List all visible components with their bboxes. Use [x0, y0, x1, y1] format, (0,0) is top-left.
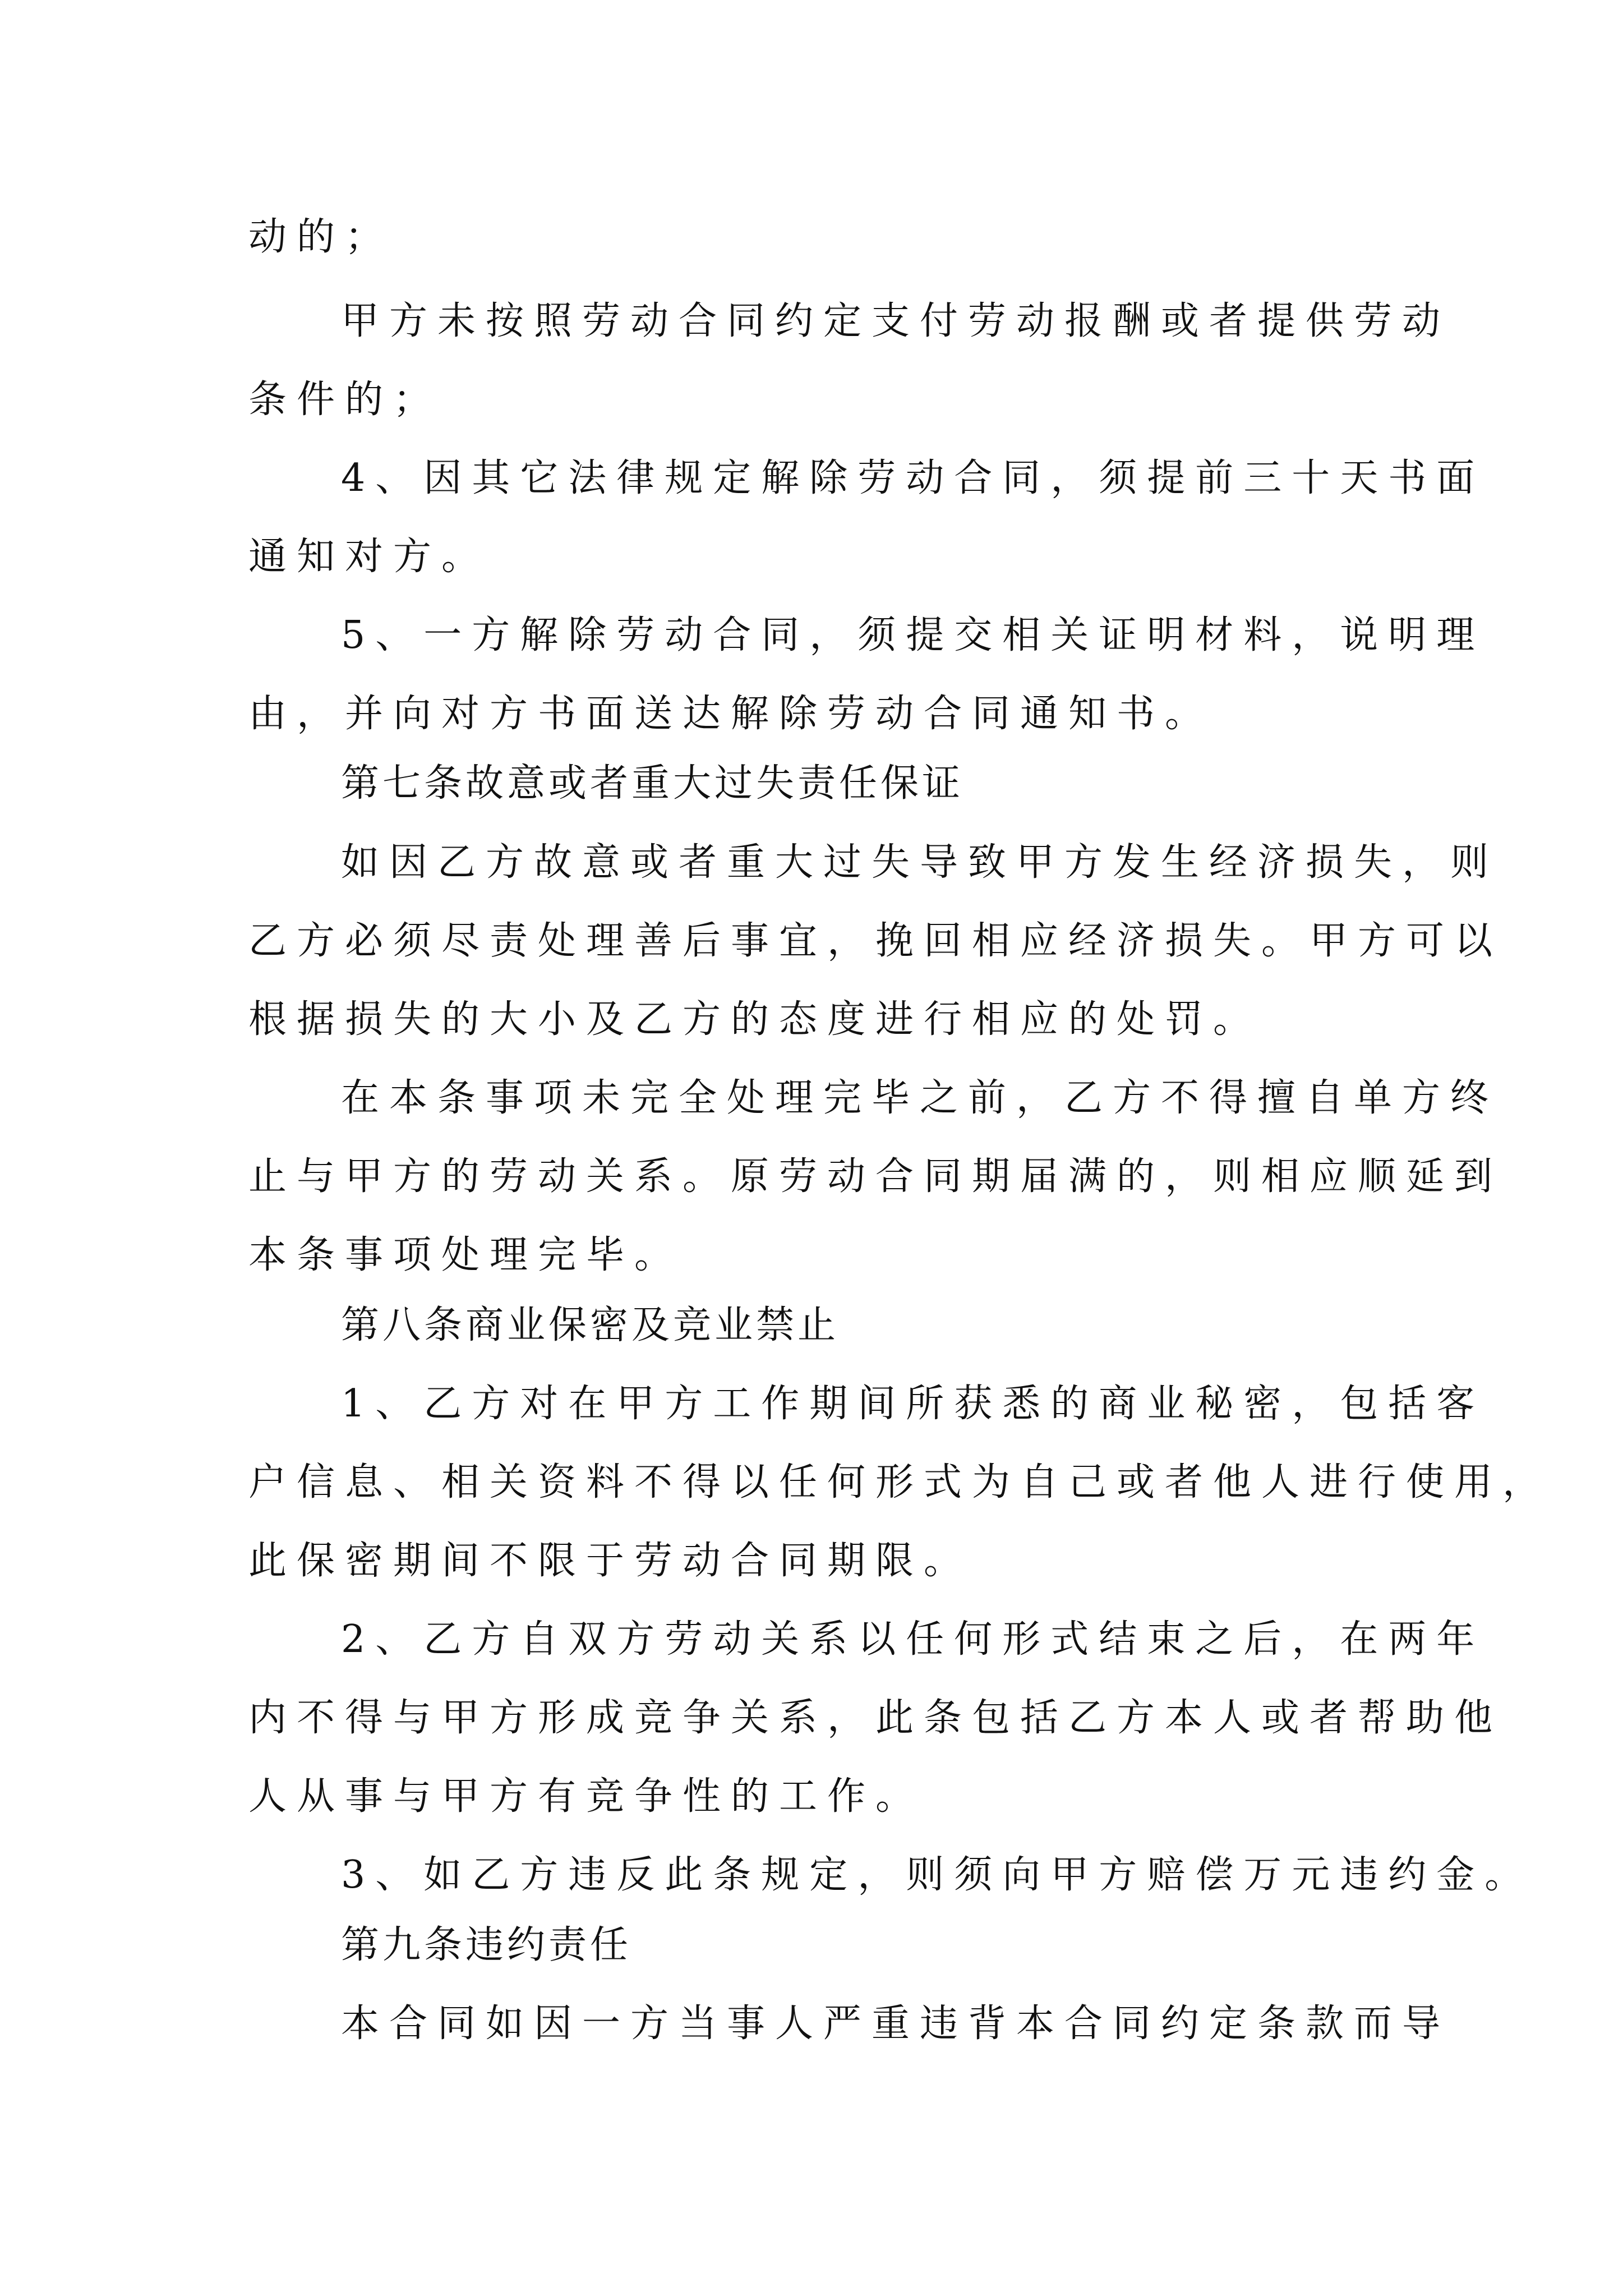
text-line: 4、因其它法律规定解除劳动合同，须提前三十天书面	[341, 456, 1485, 500]
section-heading: 第七条故意或者重大过失责任保证	[341, 761, 964, 806]
text-line: 动的；	[248, 215, 394, 259]
text-line: 在本条事项未完全处理完毕之前，乙方不得擅自单方终	[341, 1076, 1499, 1120]
text-line: 人从事与甲方有竞争性的工作。	[248, 1774, 924, 1819]
text-line: 本条事项处理完毕。	[248, 1233, 683, 1277]
text-line: 本合同如因一方当事人严重违背本合同约定条款而导	[341, 2001, 1451, 2046]
section-heading: 第九条违约责任	[341, 1923, 632, 1967]
text-line: 3、如乙方违反此条规定，则须向甲方赔偿万元违约金。	[341, 1853, 1533, 1897]
text-line: 根据损失的大小及乙方的态度进行相应的处罚。	[248, 997, 1262, 1042]
section-heading: 第八条商业保密及竞业禁止	[341, 1303, 840, 1347]
text-line: 2、乙方自双方劳动关系以任何形式结束之后，在两年	[341, 1617, 1485, 1662]
text-line: 此保密期间不限于劳动合同期限。	[248, 1539, 972, 1583]
text-line: 甲方未按照劳动合同约定支付劳动报酬或者提供劳动	[341, 299, 1451, 343]
text-line: 户信息、相关资料不得以任何形式为自己或者他人进行使用，	[248, 1460, 1551, 1504]
text-line: 5、一方解除劳动合同，须提交相关证明材料，说明理	[341, 613, 1485, 657]
text-line: 由，并向对方书面送达解除劳动合同通知书。	[248, 692, 1214, 736]
text-line: 止与甲方的劳动关系。原劳动合同期届满的，则相应顺延到	[248, 1154, 1503, 1199]
text-line: 1、乙方对在甲方工作期间所获悉的商业秘密，包括客	[341, 1382, 1485, 1426]
text-line: 条件的；	[248, 378, 442, 422]
text-line: 乙方必须尽责处理善后事宜，挽回相应经济损失。甲方可以	[248, 919, 1503, 963]
text-line: 如因乙方故意或者重大过失导致甲方发生经济损失，则	[341, 840, 1499, 885]
text-line: 通知对方。	[248, 535, 490, 579]
text-line: 内不得与甲方形成竞争关系，此条包括乙方本人或者帮助他	[248, 1696, 1503, 1740]
